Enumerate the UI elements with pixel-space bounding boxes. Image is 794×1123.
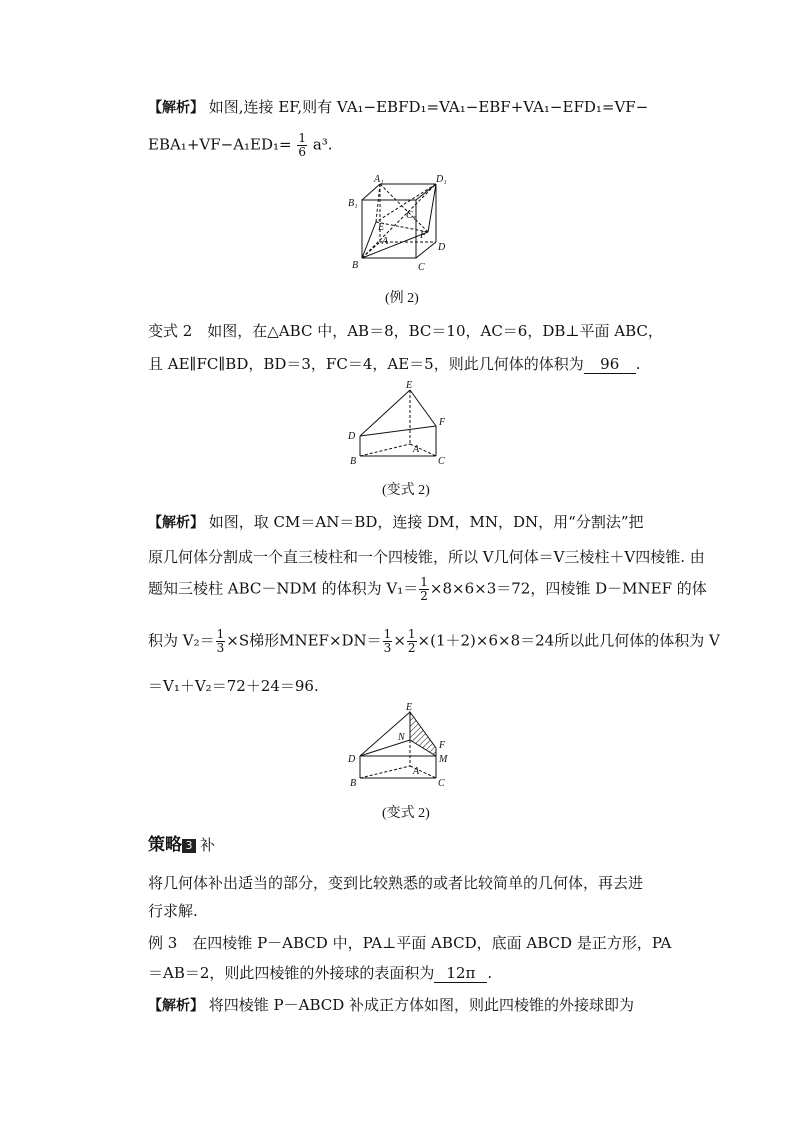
analysis-tag: 【解析】 xyxy=(148,515,204,531)
cube-figure xyxy=(340,172,460,282)
answer-blank: 96 xyxy=(584,355,636,374)
strategy-heading xyxy=(148,830,215,855)
label-n: N xyxy=(398,732,405,743)
variant2-analysis-line2: 原几何体分割成一个直三棱柱和一个四棱锥，所以 V几何体＝V三棱柱＋V四棱锥. 由 xyxy=(148,548,705,566)
example3-analysis-line1: 【解析】 将四棱锥 P－ABCD 补成正方体如图，则此四棱锥的外接球即为 xyxy=(148,996,635,1014)
example3-line2: ＝AB＝2，则此四棱锥的外接球的表面积为 12π . xyxy=(148,964,493,982)
label-a: A xyxy=(413,766,420,777)
figure-caption: (变式 2) xyxy=(382,806,430,821)
variant2-analysis-line5: ＝V₁＋V₂＝72＋24＝96. xyxy=(148,677,319,695)
label-c: C xyxy=(438,456,445,467)
example3-line1: 例 3 在四棱锥 P－ABCD 中，PA⊥平面 ABCD，底面 ABCD 是正方形，PA xyxy=(148,934,672,952)
label-b1: B₁ xyxy=(348,198,358,209)
label-c: C xyxy=(418,262,425,273)
label-a1: A₁ xyxy=(374,174,384,185)
divided-prism-figure xyxy=(340,700,460,792)
label-f: F xyxy=(439,417,446,428)
label-e: E xyxy=(406,702,413,713)
figure-caption: (变式 2) xyxy=(382,483,430,498)
variant2-analysis-line3: 题知三棱柱 ABC－NDM 的体积为 V₁＝ $\frac{1}{2}$ ×8×6×3＝72，四棱锥 D－MNEF 的体 xyxy=(148,575,707,603)
fraction: $\frac{1}{3}$ xyxy=(216,627,225,655)
analysis-tag: 【解析】 xyxy=(148,998,204,1014)
variant2-line1: 变式 2 如图，在△ABC 中，AB＝8，BC＝10，AC＝6，DB⊥平面 ABC， xyxy=(148,322,663,340)
analysis-tag: 【解析】 xyxy=(148,100,204,116)
label-f: F xyxy=(420,230,427,241)
label-b: B xyxy=(350,778,357,789)
fraction: $\frac{1}{6}$ xyxy=(298,131,307,159)
label-f: F xyxy=(439,740,446,751)
ex2-analysis-text2a: EBA₁+VF−A₁ED₁= xyxy=(148,135,292,154)
label-c: C xyxy=(438,778,445,789)
label-d1: D₁ xyxy=(436,174,447,185)
strategy-number-badge: 3 xyxy=(182,839,196,853)
label-a: A xyxy=(382,236,389,247)
ex2-analysis-text2b: a³. xyxy=(312,135,333,154)
label-b: B xyxy=(350,456,357,467)
prism-figure xyxy=(340,378,460,470)
variant2-analysis-line1: 【解析】 如图，取 CM＝AN＝BD，连接 DM，MN，DN，用“分割法”把 xyxy=(148,513,644,531)
ex2-analysis-text: 如图,连接 EF,则有 VA₁−EBFD₁=VA₁−EBF+VA₁−EFD₁=VF− xyxy=(208,98,649,116)
strategy-text-line2: 行求解. xyxy=(148,902,198,920)
label-d: D xyxy=(438,242,446,253)
variant2-line2: 且 AE∥FC∥BD，BD＝3，FC＝4，AE＝5，则此几何体的体积为 96 . xyxy=(148,355,641,373)
strategy-title: 策略 xyxy=(148,835,182,855)
label-m: M xyxy=(439,754,448,765)
fraction: $\frac{1}{2}$ xyxy=(420,575,428,603)
label-d: D xyxy=(348,431,356,442)
fraction: $\frac{1}{2}$ xyxy=(407,627,416,655)
figure-caption: (例 2) xyxy=(385,291,419,306)
label-a: A xyxy=(413,444,420,455)
strategy-subtitle: 补 xyxy=(200,836,216,854)
ex2-analysis-line2 xyxy=(148,132,333,159)
label-e: E xyxy=(378,222,385,233)
fraction: $\frac{1}{3}$ xyxy=(383,627,392,655)
variant2-analysis-line4: 积为 V₂＝ $\frac{1}{3}$ ×S梯形MNEF×DN＝ $\frac{1}{3}$ × $\frac{1}{2}$ ×(1＋2)×6×8＝24所以此几何体的体积为 V xyxy=(148,627,720,655)
ex2-analysis-line1 xyxy=(148,96,648,117)
answer-blank: 12π xyxy=(434,964,487,983)
label-b: B xyxy=(352,260,359,271)
strategy-text-line1: 将几何体补出适当的部分，变到比较熟悉的或者比较简单的几何体，再去进 xyxy=(148,874,644,892)
label-c1: C₁ xyxy=(406,210,417,221)
label-d: D xyxy=(348,754,356,765)
label-e: E xyxy=(406,380,413,391)
